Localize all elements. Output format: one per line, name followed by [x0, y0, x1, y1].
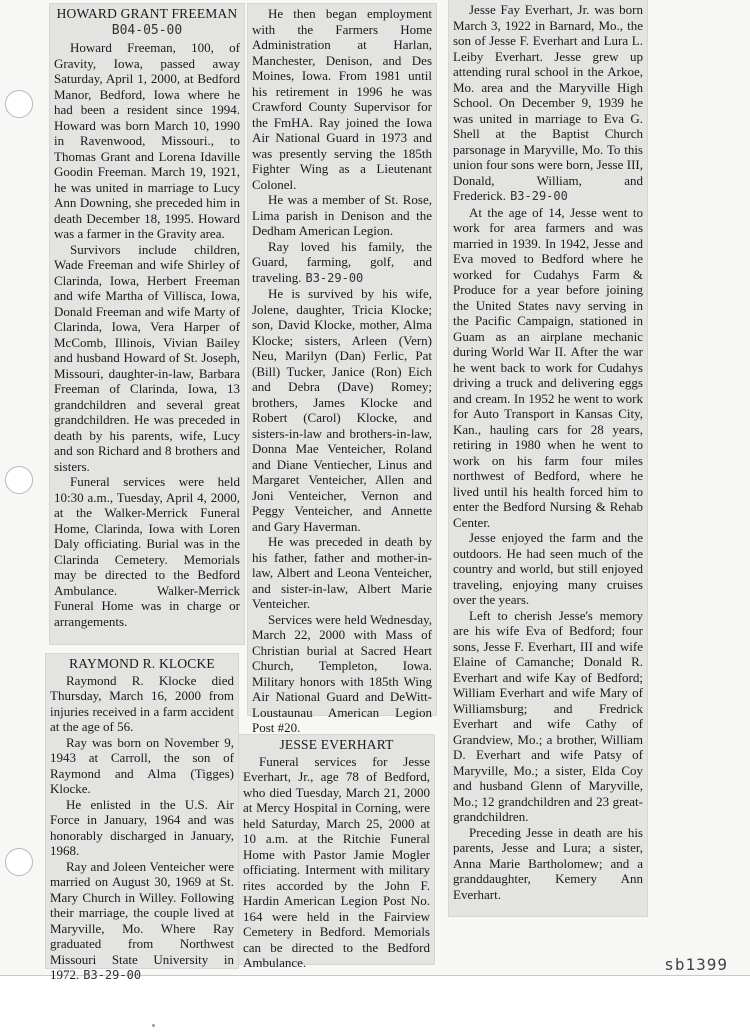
obituary-paragraph: [50, 859, 234, 984]
obituary-paragraph: Jesse enjoyed the farm and the outdoors. He had seen much of the country and world, but still enjoyed traveling, enjoying many cruises over the years.: [453, 530, 643, 607]
obituary-paragraph: Funeral services for Jesse Everhart, Jr., age 78 of Bedford, who died Tuesday, March 21, 2000 at Mercy Hospital in Corning, were held Saturday, March 25, 2000 at 10 a.m. at the Ritchie Funeral Home with Pastor Jamie Mogler officiating. Interment with military rites accorded by the John F. Hardin American Legion Post No. 164 were held in the Fairview Cemetery in Bedford. Memorials can be directed to the Bedford Ambulance.: [243, 753, 430, 970]
obituary-klocke-part1: [46, 654, 238, 982]
handwritten-date: B3-29-00: [510, 189, 568, 203]
obituary-paragraph: He enlisted in the U.S. Air Force in January, 1964 and was honorably discharged in January, 1968.: [50, 796, 234, 858]
scan-speck: [152, 1024, 155, 1027]
binder-hole: [5, 848, 33, 876]
obituary-paragraph: Funeral services were held 10:30 a.m., Tuesday, April 4, 2000, at the Walker-Merrick Funeral Home, Clarinda, Iowa with Loren Daly officiating. Burial was in the Clarinda Cemetery. Memorials may be directed to the Bedford Ambulance. Walker-Merrick Funeral Home was in charge or arrangements.: [54, 474, 240, 629]
handwritten-date: B3-29-00: [305, 270, 364, 285]
binder-hole: [5, 90, 33, 118]
obituary-title: RAYMOND R. KLOCKE: [69, 656, 215, 671]
obituary-paragraph: Ray was born on November 9, 1943 at Carroll, the son of Raymond and Alma (Tigges) Klocke.: [50, 734, 234, 796]
obituary-paragraph: Services were held Wednesday, March 22, 2000 with Mass of Christian burial at Sacred Heart Church, Templeton, Iowa. Military honors with 185th Wing Air National Guard and DeWitt-Loustaunau American Legion Post #20.: [252, 611, 432, 735]
obituary-paragraph: Howard Freeman, 100, of Gravity, Iowa, passed away Saturday, April 1, 2000, at Bedford Manor, Bedford, Iowa where he had been a resident since 1994. Howard was born March 10, 1990 in Ravenwood, Missouri., to Thomas Grant and Lorena Idaville Goodin Freeman. March 19, 1921, he was united in marriage to Lucy Ann Downing, she preceded him in death December 18, 1995. Howard was a farmer in the Gravity area.: [54, 40, 240, 241]
handwritten-date: B04-05-00: [111, 22, 183, 38]
paragraph-text: Ray and Joleen Venteicher were married on August 30, 1969 at St. Mary Church in Willey. Following their marriage, the couple lived at Maryville, Mo. Where Ray graduated from Northwest Missouri State University in 1972.: [50, 858, 234, 982]
paragraph-text: Jesse Fay Everhart, Jr. was born March 3, 1922 in Barnard, Mo., the son of Jesse F. Everhart and Lura L. Leiby Everhart. Jesse grew up attending rural school in the Arkoe, Mo. area and the Maryville High School. On December 9, 1939 he was united in marriage to Eva G. Shell at the Baptist Church parsonage in Maryville, Mo. To this union four sons were born, Jesse III, Donald, William, and Frederick.: [453, 2, 643, 203]
handwritten-date: B3-29-00: [83, 968, 142, 982]
obituary-paragraph: He then began employment with the Farmers Home Administration at Harlan, Manchester, Denison, and Des Moines, Iowa. From 1981 until his retirement in 1996 he was Crawford County Supervisor for the FmHA. Ray joined the Iowa Air National Guard in 1973 and was presently serving the 185th Fighter Wing as a Lieutenant Colonel.: [252, 6, 432, 192]
obituary-paragraph: [453, 2, 643, 205]
obituary-everhart-part1: [239, 735, 434, 970]
paragraph-text: Ray loved his family, the Guard, farming, golf, and traveling.: [252, 238, 432, 285]
obituary-paragraph: Preceding Jesse in death are his parents, Jesse and Lura; a sister, Anna Marie Bartholomew; and a granddaughter, Kemery Ann Everhart.: [453, 824, 643, 902]
obituary-everhart-part2: [449, 0, 647, 916]
obituary-paragraph: Survivors include children, Wade Freeman and wife Shirley of Clarinda, Iowa, Herbert Freeman and wife Martha of Villisca, Iowa, Donald Freeman and wife Marty of Clarinda, Iowa, Vera Harper of McComb, Illinois, Vivian Bailey and husband Howard of St. Joseph, Missouri, daughter-in-law, Barbara Freeman of Clarinda, Iowa, 13 grandchildren and several great grandchildren. He was preceded in death by his parents, wife, Lucy and son Richard and 8 brothers and sisters.: [54, 241, 240, 474]
binder-hole: [5, 466, 33, 494]
obituary-paragraph: He was a member of St. Rose, Lima parish in Denison and the Dedham American Legion.: [252, 192, 432, 238]
obituary-paragraph: At the age of 14, Jesse went to work for area farmers and was married in 1939. In 1942, Jesse and Eva moved to Bedford where he worked for Cudahys Farm & Produce for a year before joining the United States navy serving in the Pacific Campaign, stationed in Guam as an airplane mechanic during World War II. After the war he went back to work for Cudahys driving a truck and delivering eggs and cream. In 1952 he went to work for Auto Transport in Kansas City, Kan., hauling cars for 28 years, retiring in 1980 when he went to work on his farm four miles northwest of Bedford, where he lived until his health forced him to enter the Bedford Nursing & Rehab Center.: [453, 204, 643, 530]
obituary-paragraph: [252, 239, 432, 287]
obituary-freeman: [50, 4, 244, 644]
obituary-paragraph: He is survived by his wife, Jolene, daughter, Tricia Klocke; son, David Klocke, mother, Alma Klocke; sisters, Arleen (Vern) Neu, Marilyn (Dan) Ferlic, Pat (Bill) Tucker, Janice (Ron) Eich and Debra (Dave) Romey; brothers, James Klocke and Robert (Carol) Klocke, and sisters-in-law and brothers-in-law, Donna Mae Venteicher, Roland and Diane Ventiecher, Linus and Margaret Venteicher, Allen and Joni Venteicher, Vernon and Peggy Venteicher, and Annette and Gary Haverman.: [252, 286, 432, 534]
obituary-title: JESSE EVERHART: [279, 737, 394, 752]
obituary-paragraph: Left to cherish Jesse's memory are his wife Eva of Bedford; four sons, Jesse F. Everhart, III and wife Elaine of Camanche; Donald R. Everhart and wife Kay of Bedford; William Everhart and wife Mary of Williamsburg; and Fredrick Everhart and wife Cathy of Grandview, Mo.; a brother, William D. Everhart and wife Patsy of Maryville, Mo.; a sister, Elda Coy and husband Glenn of Maryville, Mo.; 12 grandchildren and 23 great-grandchildren.: [453, 607, 643, 824]
page-marker: sb1399: [664, 955, 728, 974]
obituary-paragraph: He was preceded in death by his father, father and mother-in-law, Albert and Leona Venteicher, and sister-in-law, Albert Marie Venteicher.: [252, 534, 432, 611]
obituary-paragraph: Raymond R. Klocke died Thursday, March 16, 2000 from injuries received in a farm accident at the age of 56.: [50, 672, 234, 734]
obituary-klocke-part2: [248, 4, 436, 735]
obituary-title: HOWARD GRANT FREEMAN: [56, 6, 238, 21]
